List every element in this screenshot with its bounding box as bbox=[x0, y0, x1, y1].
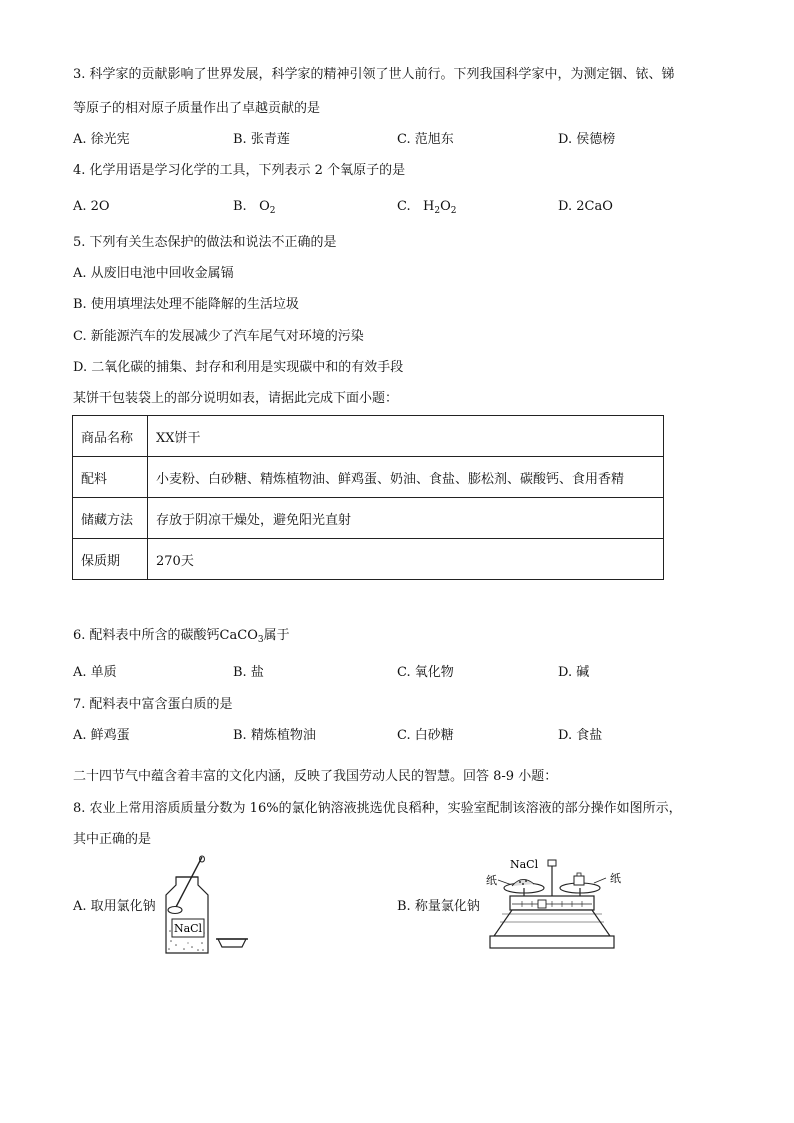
table-value-ingredients: 小麦粉、白砂糖、精炼植物油、鲜鸡蛋、奶油、食盐、膨松剂、碳酸钙、食用香精 bbox=[148, 457, 664, 498]
solar-terms-intro: 二十四节气中蕴含着丰富的文化内涵，反映了我国劳动人民的智慧。回答 8-9 小题： bbox=[73, 769, 558, 784]
q6-stem bbox=[73, 627, 290, 649]
q3-option-c[interactable]: C. 范旭东 bbox=[397, 132, 454, 147]
q6-formula-subscript: 3 bbox=[257, 635, 264, 645]
q8-stem-line2: 其中正确的是 bbox=[73, 832, 152, 847]
reagent-bottle-illustration bbox=[158, 855, 254, 959]
q7-option-c[interactable]: C. 白砂糖 bbox=[397, 728, 454, 743]
q6-option-c[interactable]: C. 氧化物 bbox=[397, 665, 454, 680]
q4-option-c-h: H bbox=[423, 199, 435, 214]
table-key-storage: 储藏方法 bbox=[73, 498, 148, 539]
q7-option-a[interactable]: A. 鲜鸡蛋 bbox=[73, 728, 130, 743]
table-value-name: XX饼干 bbox=[148, 416, 664, 457]
table-value-storage: 存放于阴凉干燥处，避免阳光直射 bbox=[148, 498, 664, 539]
table-row bbox=[73, 457, 664, 498]
q4-option-c[interactable] bbox=[397, 198, 457, 220]
q6-stem-suffix: 属于 bbox=[263, 628, 290, 643]
q4-option-c-sub1: 2 bbox=[434, 206, 441, 216]
q4-option-d[interactable]: D. 2CaO bbox=[558, 199, 613, 214]
q3-option-b[interactable]: B. 张青莲 bbox=[233, 132, 290, 147]
q4-option-c-o: O bbox=[440, 199, 451, 214]
q5-option-b[interactable]: B. 使用填埋法处理不能降解的生活垃圾 bbox=[73, 297, 299, 312]
q4-option-b[interactable] bbox=[233, 198, 276, 220]
table-value-shelf-life: 270天 bbox=[148, 539, 664, 580]
q8-option-b[interactable]: B. 称量氯化钠 bbox=[397, 899, 480, 914]
q5-option-a[interactable]: A. 从废旧电池中回收金属镉 bbox=[73, 266, 234, 281]
q4-option-a[interactable]: A. 2O bbox=[73, 199, 110, 214]
q4-option-c-sub2: 2 bbox=[450, 206, 457, 216]
q4-option-c-prefix: C. bbox=[397, 199, 411, 214]
table-key-shelf-life: 保质期 bbox=[73, 539, 148, 580]
q4-option-b-subscript: 2 bbox=[269, 206, 276, 216]
q6-option-a[interactable]: A. 单质 bbox=[73, 665, 117, 680]
q3-option-a[interactable]: A. 徐光宪 bbox=[73, 132, 130, 147]
q4-stem: 4. 化学用语是学习化学的工具，下列表示 2 个氧原子的是 bbox=[73, 163, 406, 178]
q6-option-d[interactable]: D. 碱 bbox=[558, 665, 590, 680]
q3-stem-line1: 3. 科学家的贡献影响了世界发展，科学家的精神引领了世人前行。下列我国科学家中，为测定铟、铱、锑 bbox=[73, 67, 675, 82]
q4-option-b-prefix: B. bbox=[233, 199, 247, 214]
table-row bbox=[73, 416, 664, 457]
biscuit-intro: 某饼干包装袋上的部分说明如表，请据此完成下面小题： bbox=[73, 391, 399, 406]
q3-stem-line2: 等原子的相对原子质量作出了卓越贡献的是 bbox=[73, 101, 321, 116]
balance-nacl-label: NaCl bbox=[510, 858, 539, 871]
q5-stem: 5. 下列有关生态保护的做法和说法不正确的是 bbox=[73, 235, 337, 250]
q6-stem-prefix: 6. 配料表中所含的碳酸钙 bbox=[73, 628, 220, 643]
q4-option-b-formula: O bbox=[259, 199, 270, 214]
q7-option-d[interactable]: D. 食盐 bbox=[558, 728, 603, 743]
q8-stem-line1: 8. 农业上常用溶质质量分数为 16%的氯化钠溶液挑选优良稻种，实验室配制该溶液的部分操作如图所示， bbox=[73, 801, 682, 816]
paper-label-left: 纸 bbox=[486, 874, 497, 887]
table-row bbox=[73, 498, 664, 539]
q3-option-d[interactable]: D. 侯德榜 bbox=[558, 132, 616, 147]
q8-option-a[interactable]: A. 取用氯化钠 bbox=[73, 899, 156, 914]
q7-option-b[interactable]: B. 精炼植物油 bbox=[233, 728, 316, 743]
biscuit-info-table bbox=[72, 415, 664, 580]
q6-formula: CaCO bbox=[219, 628, 258, 643]
table-row bbox=[73, 539, 664, 580]
paper-label-right: 纸 bbox=[610, 872, 621, 885]
q5-option-c[interactable]: C. 新能源汽车的发展减少了汽车尾气对环境的污染 bbox=[73, 329, 364, 344]
q6-option-b[interactable]: B. 盐 bbox=[233, 665, 264, 680]
table-key-name: 商品名称 bbox=[73, 416, 148, 457]
balance-illustration bbox=[482, 852, 632, 954]
q7-stem: 7. 配料表中富含蛋白质的是 bbox=[73, 697, 233, 712]
table-key-ingredients: 配料 bbox=[73, 457, 148, 498]
bottle-label: NaCl bbox=[173, 922, 203, 935]
q5-option-d[interactable]: D. 二氧化碳的捕集、封存和利用是实现碳中和的有效手段 bbox=[73, 360, 404, 375]
